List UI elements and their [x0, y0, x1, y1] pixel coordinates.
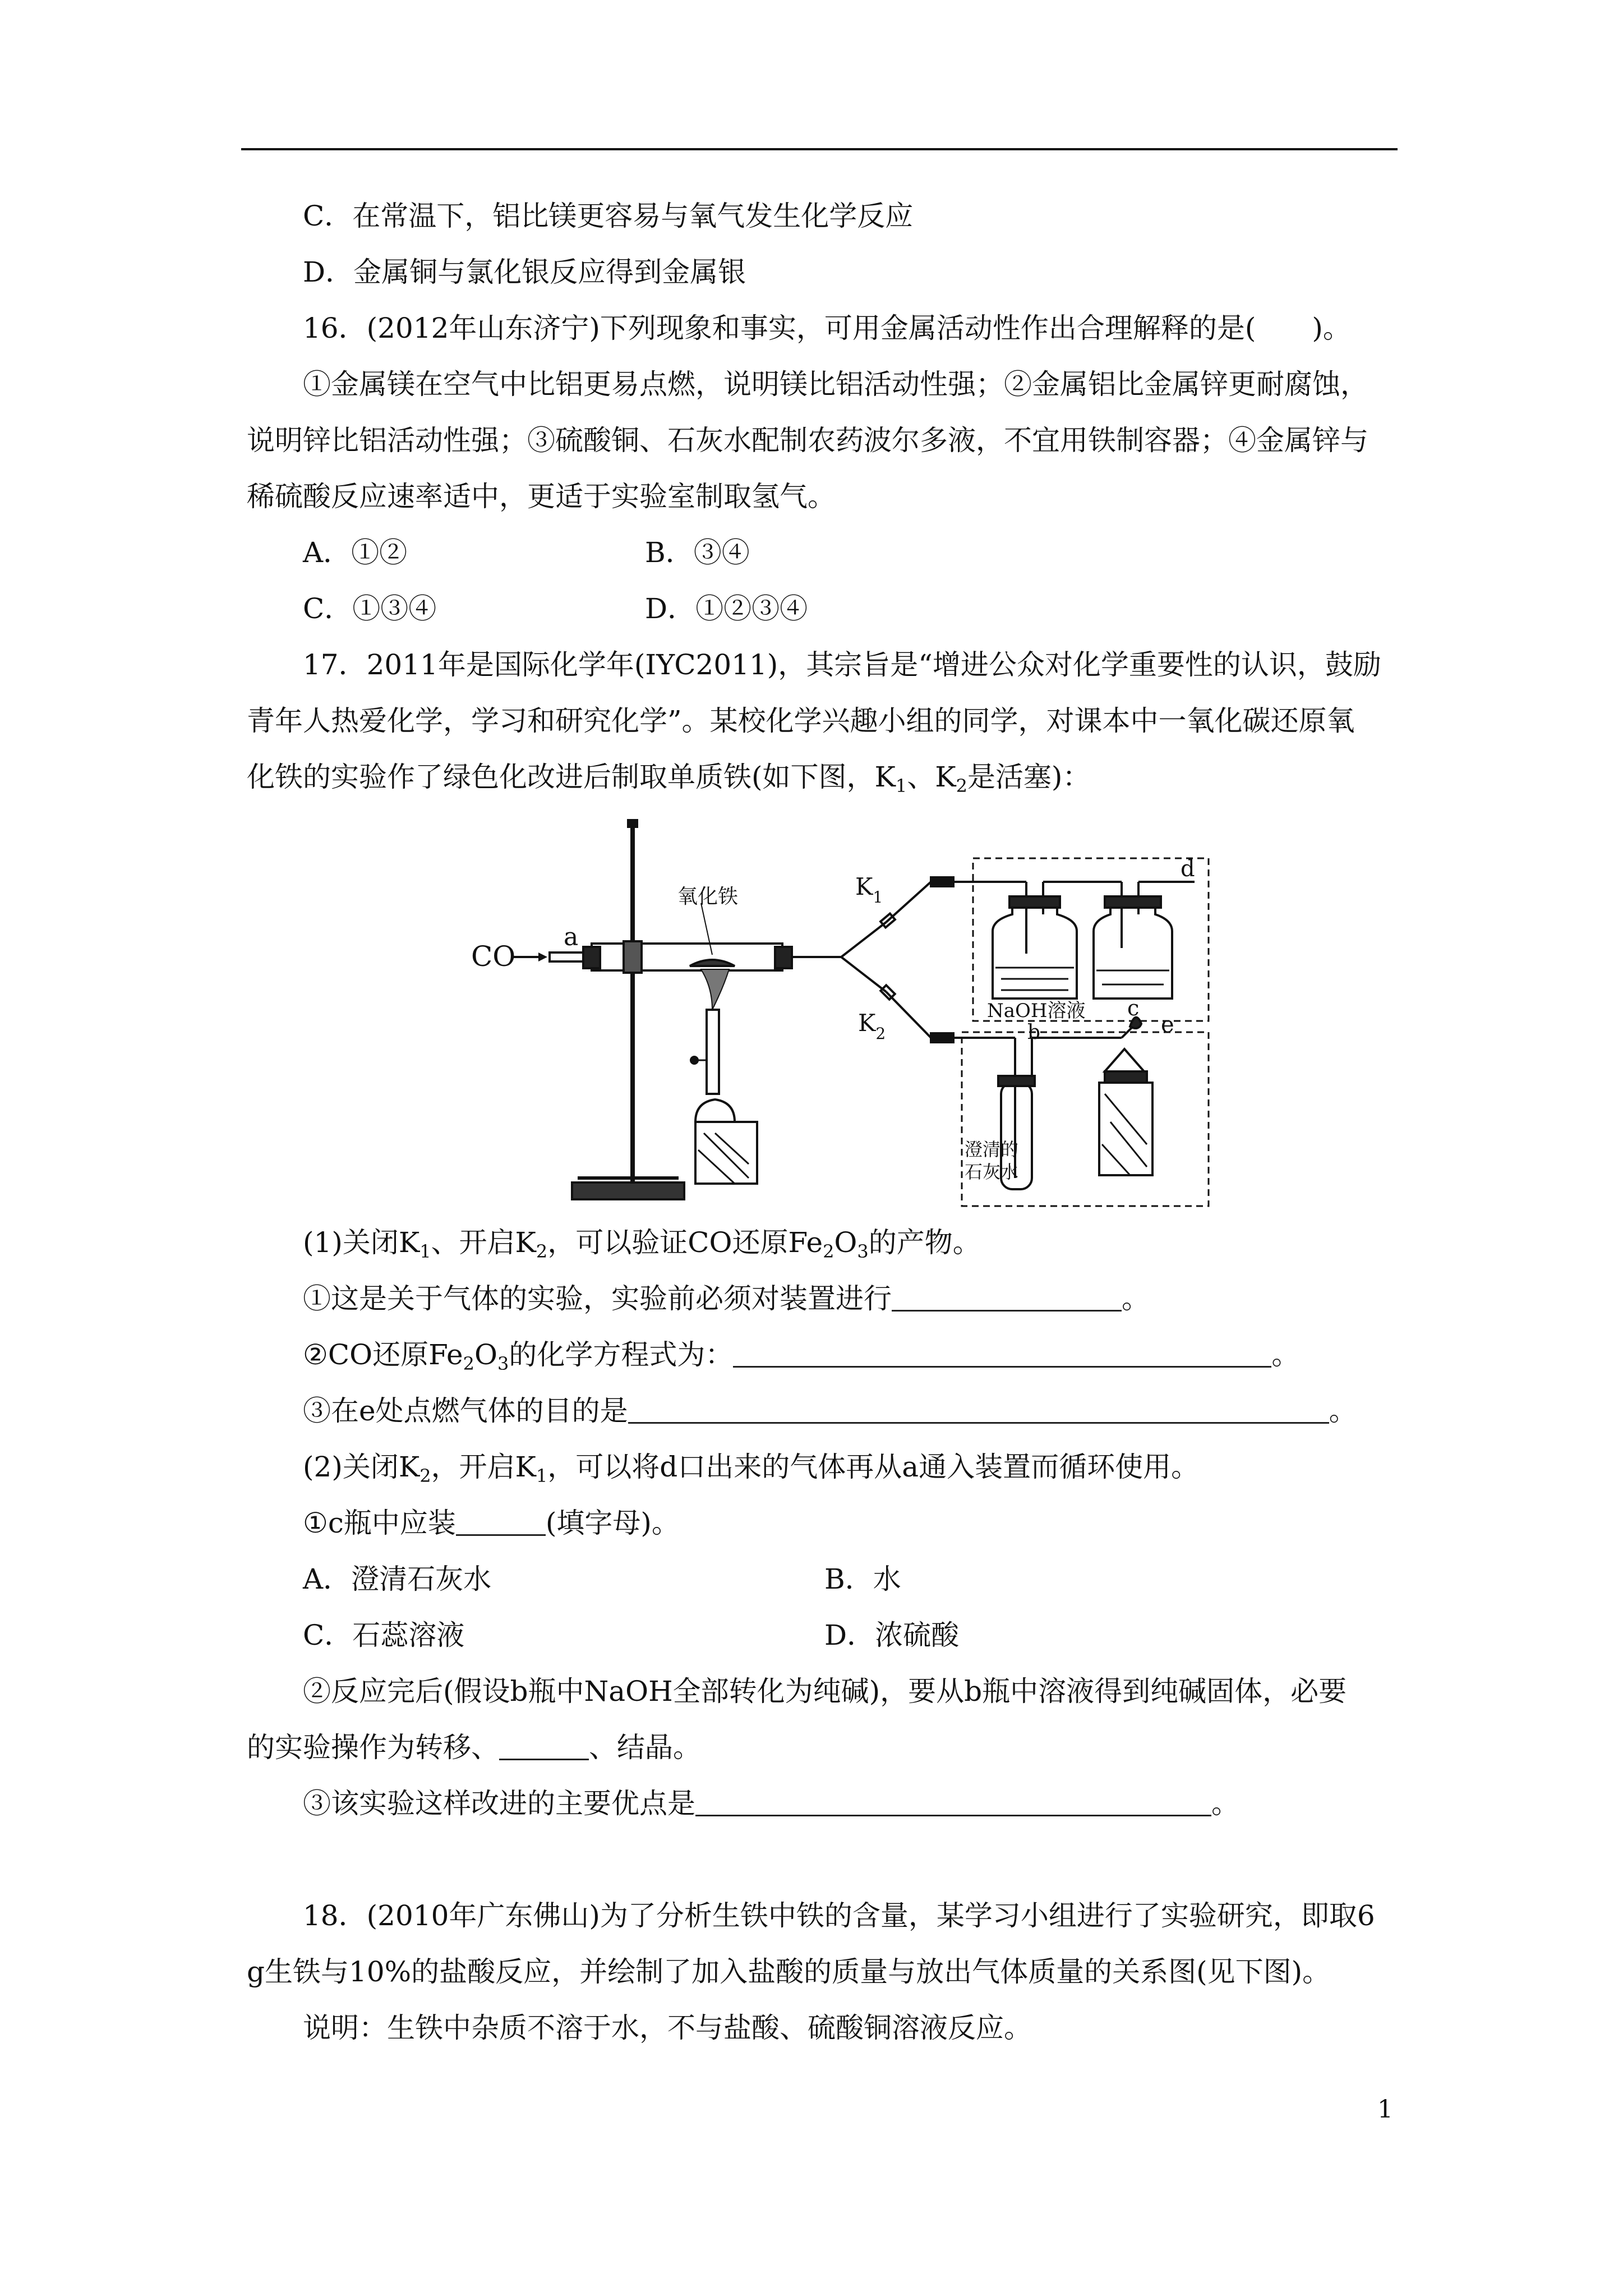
q17-part1-item3: ③在e处点燃气体的目的是 。: [303, 1395, 1357, 1427]
q16-option-a: A．①②: [303, 536, 408, 569]
answer-blank-6[interactable]: [695, 1789, 1211, 1816]
label-iron-oxide: 氧化铁: [677, 885, 739, 908]
q17-part2-item2-line2: 的实验操作为转移、 、结晶。: [247, 1731, 701, 1764]
q17-option-d: D．浓硫酸: [824, 1619, 960, 1651]
q17-part2-item1: ①c瓶中应装 (填字母)。: [303, 1507, 680, 1539]
label-c: c: [1127, 996, 1140, 1020]
header-rule: [241, 148, 1398, 150]
q17-part2: (2)关闭$K_2$，开启$K_1$，可以将d口出来的气体再从a通入装置而循环使用。: [303, 1451, 1200, 1487]
label-b: b: [1027, 1021, 1041, 1044]
inlet-tube: [550, 953, 583, 961]
page-number: 1: [1377, 2095, 1393, 2124]
q17-part1: (1)关闭$K_1$、开启$K_2$，可以验证CO还原$Fe_2O_3$的产物。: [303, 1226, 981, 1262]
label-k1: $K_1$: [855, 873, 883, 907]
answer-blank-2[interactable]: [733, 1340, 1271, 1368]
label-e: e: [1161, 1012, 1174, 1038]
q15-option-c: C．在常温下，铝比镁更容易与氧气发生化学反应: [303, 200, 914, 232]
label-d: d: [1181, 856, 1195, 882]
alcohol-lamp: [695, 1099, 735, 1122]
burner-flame: [701, 969, 729, 1010]
q16-option-d: D．①②③④: [645, 592, 808, 625]
label-limewater-line1: 澄清的: [965, 1139, 1019, 1160]
label-a: a: [564, 923, 579, 951]
q17-part1-item2: ②CO还原$Fe_2O_3$的化学方程式为： 。: [303, 1338, 1300, 1374]
q16-paragraph-line1: ①金属镁在空气中比铝更易点燃，说明镁比铝活动性强；②金属铝比金属锌更耐腐蚀，: [303, 368, 1368, 401]
q17-option-a: A．澄清石灰水: [303, 1563, 492, 1595]
q18-paragraph-line1: 18．(2010年广东佛山)为了分析生铁中铁的含量，某学习小组进行了实验研究，即取6: [303, 1899, 1375, 1932]
q17-paragraph-line2: 青年人热爱化学，学习和研究化学”。某校化学兴趣小组的同学，对课本中一氧化碳还原氧: [247, 705, 1355, 737]
bottle-b: [993, 903, 1077, 999]
burner-e: [1105, 1049, 1144, 1071]
q16-option-b: B．③④: [645, 536, 750, 569]
q17-option-c: C．石蕊溶液: [303, 1619, 465, 1651]
answer-blank-1[interactable]: [892, 1284, 1122, 1312]
label-naoh: NaOH溶液: [987, 1000, 1086, 1022]
q17-part2-item3: ③该实验这样改进的主要优点是 。: [303, 1787, 1239, 1820]
q17-paragraph-line3: 化铁的实验作了绿色化改进后制取单质铁(如下图，$K_1$、$K_2$是活塞)：: [247, 761, 1091, 797]
hard-glass-tube: [592, 944, 782, 970]
label-co: CO: [471, 940, 516, 973]
label-limewater-line2: 石灰水: [965, 1161, 1019, 1182]
answer-blank-4[interactable]: [456, 1508, 546, 1536]
label-k2: $K_2$: [858, 1009, 886, 1043]
q16-option-c: C．①③④: [303, 592, 437, 625]
apparatus-diagram: [460, 819, 1223, 1217]
q16-stem: 16．(2012年山东济宁)下列现象和事实，可用金属活动性作出合理解释的是( )。: [303, 312, 1351, 344]
q17-option-b: B．水: [824, 1563, 901, 1595]
answer-blank-3[interactable]: [628, 1396, 1329, 1424]
q16-paragraph-line3: 稀硫酸反应速率适中，更适于实验室制取氢气。: [247, 480, 836, 513]
q17-part2-item2-line1: ②反应完后(假设b瓶中NaOH全部转化为纯碱)，要从b瓶中溶液得到纯碱固体，必要: [303, 1675, 1347, 1708]
stand-base: [572, 1182, 684, 1199]
answer-blank-5[interactable]: [499, 1733, 589, 1760]
q18-note: 说明：生铁中杂质不溶于水，不与盐酸、硫酸铜溶液反应。: [303, 2012, 1032, 2044]
iron-oxide-powder: [690, 960, 735, 966]
q15-option-d: D．金属铜与氯化银反应得到金属银: [303, 256, 746, 288]
q17-paragraph-line1: 17．2011年是国际化学年(IYC2011)，其宗旨是“增进公众对化学重要性的认识，鼓励: [303, 648, 1381, 681]
q18-paragraph-line2: g生铁与10%的盐酸反应，并绘制了加入盐酸的质量与放出气体质量的关系图(见下图)。: [247, 1955, 1331, 1988]
q17-part1-item1: ①这是关于气体的实验，实验前必须对装置进行 。: [303, 1282, 1150, 1315]
q16-paragraph-line2: 说明锌比铝活动性强；③硫酸铜、石灰水配制农药波尔多液，不宜用铁制容器；④金属锌与: [247, 424, 1368, 457]
